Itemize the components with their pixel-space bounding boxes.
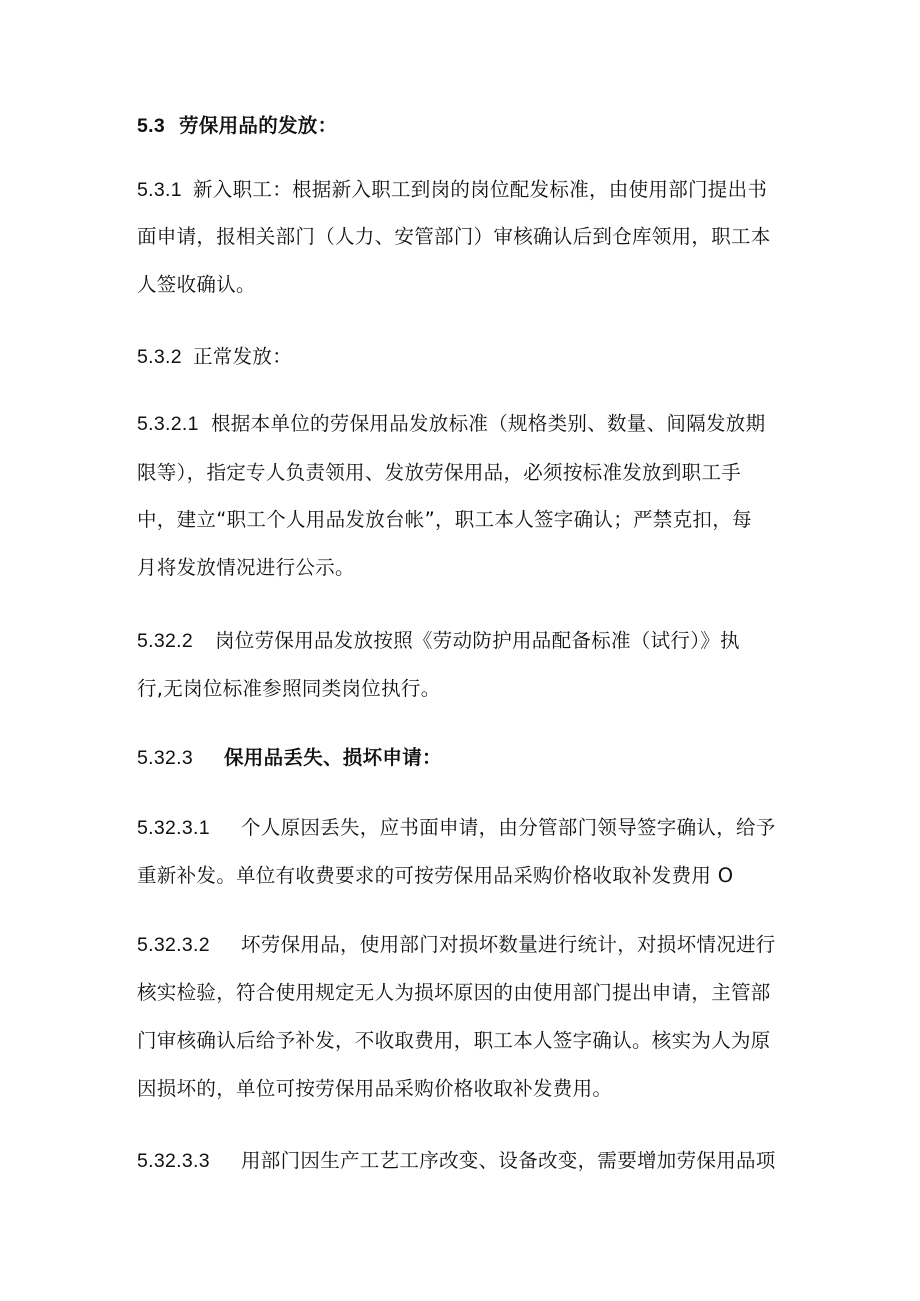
para-5-32-2-line-1: [137, 626, 740, 656]
para-5-3-1-line-1: [137, 175, 767, 205]
para-5-32-3-2-line-4: 因损坏的，单位可按劳保用品采购价格收取补发费用。: [137, 1077, 613, 1100]
paragraph-text: 个人原因丢失，应书面申请，由分管部门领导签字确认，给予: [241, 816, 776, 839]
paragraph-text: 用部门因生产工艺工序改变、设备改变，需要增加劳保用品项: [241, 1149, 776, 1172]
section-number: 5.32.3.2: [137, 934, 210, 956]
paragraph-text: 坏劳保用品，使用部门对损坏数量进行统计，对损坏情况进行: [241, 933, 776, 956]
para-5-3-1-line-2: 面申请，报相关部门（人力、安管部门）审核确认后到仓库领用，职工本: [137, 225, 771, 248]
para-5-3-1-line-3: 人签收确认。: [137, 273, 256, 296]
section-number: 5.32.3: [137, 747, 194, 769]
section-title: 正常发放：: [193, 345, 293, 368]
para-5-32-2-line-2: 行,无岗位标准参照同类岗位执行。: [137, 677, 441, 700]
heading-5-32-3: [137, 743, 442, 773]
para-5-3-2-1-line-1: [137, 409, 765, 439]
section-number: 5.32.2: [137, 630, 194, 652]
para-5-32-3-3-line-1: [137, 1146, 776, 1176]
section-title: 保用品丢失、损坏申请：: [224, 746, 442, 769]
paragraph-text: 岗位劳保用品发放按照《劳动防护用品配备标准（试行）》执: [215, 629, 740, 652]
heading-5-3-2: [137, 342, 292, 372]
paragraph-text: 新入职工：根据新入职工到岗的岗位配发标准，由使用部门提出书: [193, 178, 768, 201]
para-5-32-3-2-line-1: [137, 930, 776, 960]
section-number: 5.32.3.3: [137, 1150, 210, 1172]
section-number: 5.3.2: [137, 346, 182, 368]
para-5-3-2-1-line-2: 限等），指定专人负责领用、发放劳保用品，必须按标准发放到职工手: [137, 461, 742, 484]
paragraph-text: 根据本单位的劳保用品发放标准（规格类别、数量、间隔发放期: [211, 412, 766, 435]
section-number: 5.3.2.1: [137, 413, 199, 435]
section-number: 5.3.1: [137, 179, 182, 201]
para-5-32-3-2-line-2: 核实检验，符合使用规定无人为损坏原因的由使用部门提出申请，主管部: [137, 981, 771, 1004]
section-number: 5.3: [137, 115, 166, 137]
para-5-32-3-1-line-1: [137, 813, 776, 843]
section-number: 5.32.3.1: [137, 817, 210, 839]
para-5-3-2-1-line-4: 月将发放情况进行公示。: [137, 556, 355, 579]
para-5-32-3-1-line-2: 重新补发。单位有收费要求的可按劳保用品采购价格收取补发费用 O: [137, 864, 734, 887]
para-5-3-2-1-line-3: 中，建立“职工个人用品发放台帐”，职工本人签字确认；严禁克扣，每: [137, 508, 752, 531]
heading-5-3: [137, 111, 337, 141]
section-title: 劳保用品的发放：: [179, 114, 338, 137]
para-5-32-3-2-line-3: 门审核确认后给予补发，不收取费用，职工本人签字确认。核实为人为原: [137, 1029, 771, 1052]
